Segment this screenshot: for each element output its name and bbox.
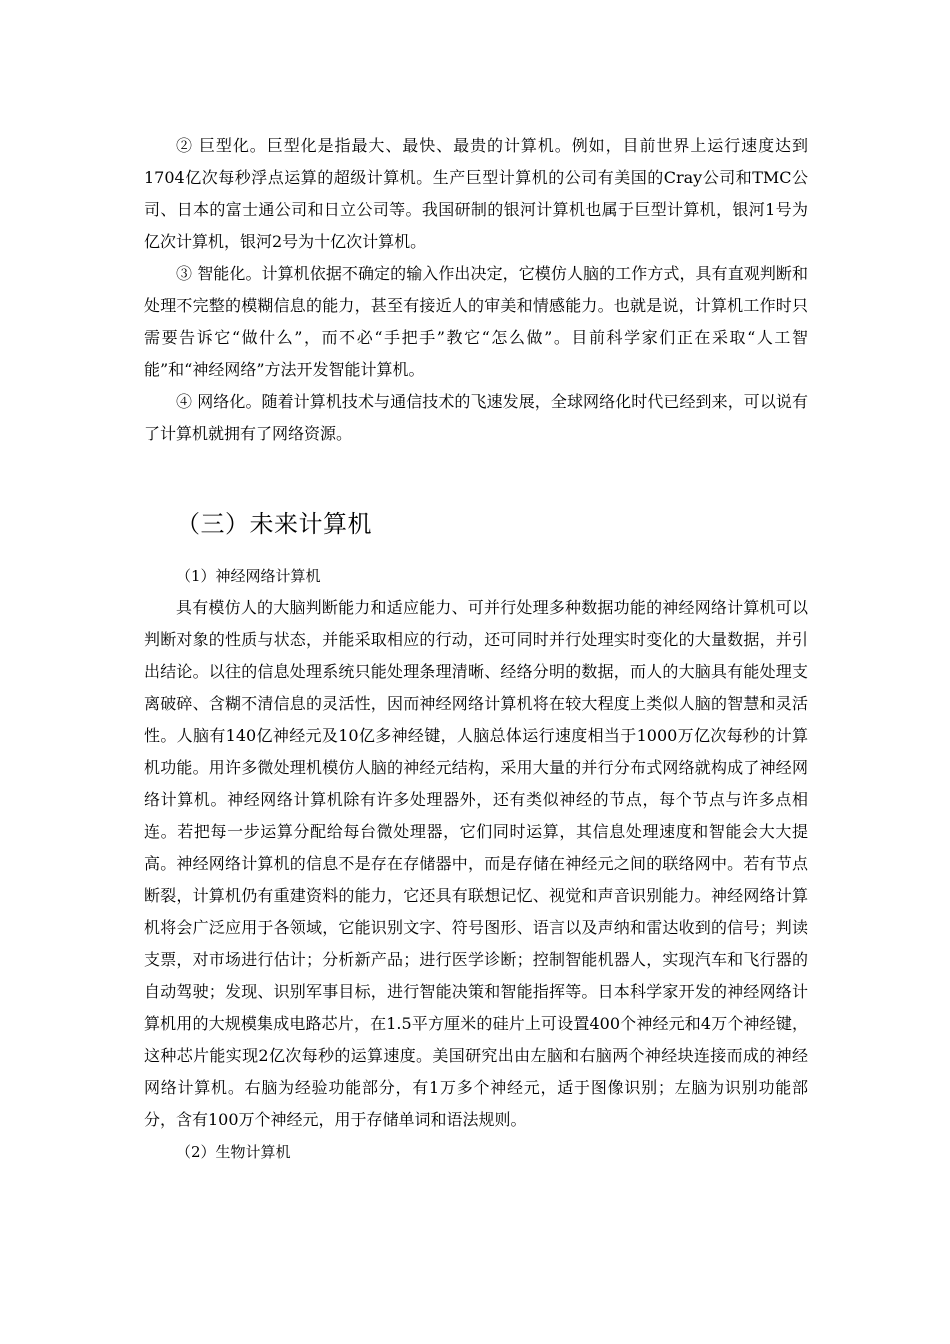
subheading-biological-computer: （2）生物计算机 xyxy=(176,1143,291,1161)
paragraph-giant-computers: ② 巨型化。巨型化是指最大、最快、最贵的计算机。例如，目前世界上运行速度达到1704亿次每秒浮点运算的超级计算机。生产巨型计算机的公司有美国的Cray公司和TMC公司、日本的富士通公司和日立公司等。我国研制的银河计算机也属于巨型计算机，银河1号为亿次计算机，银河2号为十亿次计算机。 xyxy=(144,136,808,251)
paragraph-networked-computers: ④ 网络化。随着计算机技术与通信技术的飞速发展，全球网络化时代已经到来，可以说有了计算机就拥有了网络资源。 xyxy=(144,392,808,443)
section-heading-future-computers: （三）未来计算机 xyxy=(176,510,372,538)
paragraph-intelligent-computers: ③ 智能化。计算机依据不确定的输入作出决定，它模仿人脑的工作方式，具有直观判断和处理不完整的模糊信息的能力，甚至有接近人的审美和情感能力。也就是说，计算机工作时只需要告诉它“做什么”，而不必“手把手”教它“怎么做”。目前科学家们正在采取“人工智能”和“神经网络”方法开发智能计算机。 xyxy=(144,264,808,379)
document-page xyxy=(144,130,808,1168)
paragraph-neural-network-computer: 具有模仿人的大脑判断能力和适应能力、可并行处理多种数据功能的神经网络计算机可以判断对象的性质与状态，并能采取相应的行动，还可同时并行处理实时变化的大量数据，并引出结论。以往的信息处理系统只能处理条理清晰、经络分明的数据，而人的大脑具有能处理支离破碎、含糊不清信息的灵活性，因而神经网络计算机将在较大程度上类似人脑的智慧和灵活性。人脑有140亿神经元及10亿多神经键，人脑总体运行速度相当于1000万亿次每秒的计算机功能。用许多微处理机模仿人脑的神经元结构，采用大量的并行分布式网络就构成了神经网络计算机。神经网络计算机除有许多处理器外，还有类似神经的节点，每个节点与许多点相连。若把每一步运算分配给每台微处理器，它们同时运算，其信息处理速度和智能会大大提高。神经网络计算机的信息不是存在存储器中，而是存储在神经元之间的联络网中。若有节点断裂，计算机仍有重建资料的能力，它还具有联想记忆、视觉和声音识别能力。神经网络计算机将会广泛应用于各领域，它能识别文字、符号图形、语言以及声纳和雷达收到的信号；判读支票，对市场进行估计；分析新产品；进行医学诊断；控制智能机器人，实现汽车和飞行器的自动驾驶；发现、识别军事目标，进行智能决策和智能指挥等。日本科学家开发的神经网络计算机用的大规模集成电路芯片，在1.5平方厘米的硅片上可设置400个神经元和4万个神经键，这种芯片能实现2亿次每秒的运算速度。美国研究出由左脑和右脑两个神经块连接而成的神经网络计算机。右脑为经验功能部分，有1万多个神经元，适于图像识别；左脑为识别功能部分，含有100万个神经元，用于存储单词和语法规则。 xyxy=(144,598,808,1129)
subheading-neural-network-computer: （1）神经网络计算机 xyxy=(176,567,321,585)
